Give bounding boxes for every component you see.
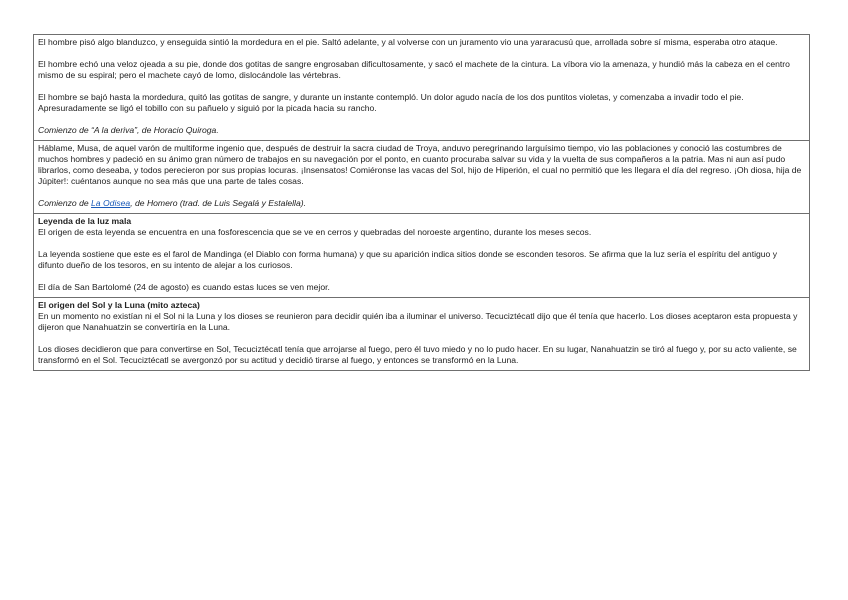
paragraph: La leyenda sostiene que este es el farol de Mandinga (el Diablo con forma humana) y que su aparición indica sitios donde se esconden tesoros. Se afirma que la luz sería el espíritu del antiguo y difunto dueño de los tesoros, en su intento de alejar a los curiosos. [38, 249, 778, 270]
citation-suffix: , de Homero (trad. de Luis Segalá y Estalella). [130, 198, 307, 208]
source-citation: Comienzo de “A la deriva”, de Horacio Quiroga. [38, 125, 219, 135]
paragraph: En un momento no existían ni el Sol ni la Luna y los dioses se reunieron para decidir quién iba a iluminar el universo. Tecuciztécatl dijo que él tenía que hacerlo. Los dioses aceptaron esta propuesta y dijeron que Nanahuatzin se convertiría en la Luna. [38, 311, 798, 332]
paragraph: El día de San Bartolomé (24 de agosto) es cuando estas luces se ven mejor. [38, 282, 330, 292]
excerpt-a-la-deriva [34, 35, 809, 140]
paragraph: Los dioses decidieron que para convertirse en Sol, Tecuciztécatl tenía que arrojarse al fuego, pero él tuvo miedo y no lo pudo hacer. En su lugar, Nanahuatzin se tiró al fuego y, por su acto valiente, se transformó en el Sol. Tecuciztécatl se avergonzó por su actitud y decidió tirarse al fuego, y entonces se transformó en la Luna. [38, 344, 797, 365]
section-title: Leyenda de la luz mala [38, 216, 132, 226]
paragraph: El hombre se bajó hasta la mordedura, quitó las gotitas de sangre, y durante un instante contempló. Un dolor agudo nacía de los dos puntitos violetas, y comenzaba a invadir todo el pie. Apresuradamente se ligó el tobillo con su pañuelo y siguió por la picada hacia su rancho. [38, 92, 744, 113]
legend-luz-mala [34, 213, 809, 297]
myth-sol-luna [34, 297, 809, 370]
source-citation [38, 198, 805, 209]
odisea-link[interactable]: La Odisea [91, 198, 131, 208]
paragraph: El hombre echó una veloz ojeada a su pie, donde dos gotitas de sangre engrosaban dificultosamente, y sacó el machete de la cintura. La víbora vio la amenaza, y hundió más la cabeza en el centro mismo de su espiral; pero el machete cayó de lomo, dislocándole las vértebras. [38, 59, 790, 80]
paragraph: El origen de esta leyenda se encuentra en una fosforescencia que se ve en cerros y quebradas del noroeste argentino, durante los meses secos. [38, 227, 592, 237]
text-table [33, 34, 810, 371]
section-title: El origen del Sol y la Luna (mito azteca) [38, 300, 200, 310]
paragraph: Háblame, Musa, de aquel varón de multiforme ingenio que, después de destruir la sacra ciudad de Troya, anduvo peregrinando larguísimo tiempo, vio las poblaciones y conoció las costumbres de muchos hombres y padeció en su ánimo gran número de trabajos en su navegación por el ponto, en cuanto procuraba salvar su vida y la vuelta de sus compañeros a la patria. Mas ni aun así pudo librarlos, como deseaba, y todos perecieron por sus propias locuras. ¡Insensatos! Comiéronse las vacas del Sol, hijo de Hiperión, el cual no permitió que les llegara el día del regreso. ¡Oh diosa, hija de Júpiter!: cuéntanos aunque no sea más que una parte de tales cosas. [38, 143, 802, 186]
paragraph: El hombre pisó algo blanduzco, y enseguida sintió la mordedura en el pie. Saltó adelante, y al volverse con un juramento vio una yararacusú que, arrollada sobre sí misma, esperaba otro ataque. [38, 37, 778, 47]
excerpt-la-odisea [34, 140, 809, 213]
citation-prefix: Comienzo de [38, 198, 92, 208]
